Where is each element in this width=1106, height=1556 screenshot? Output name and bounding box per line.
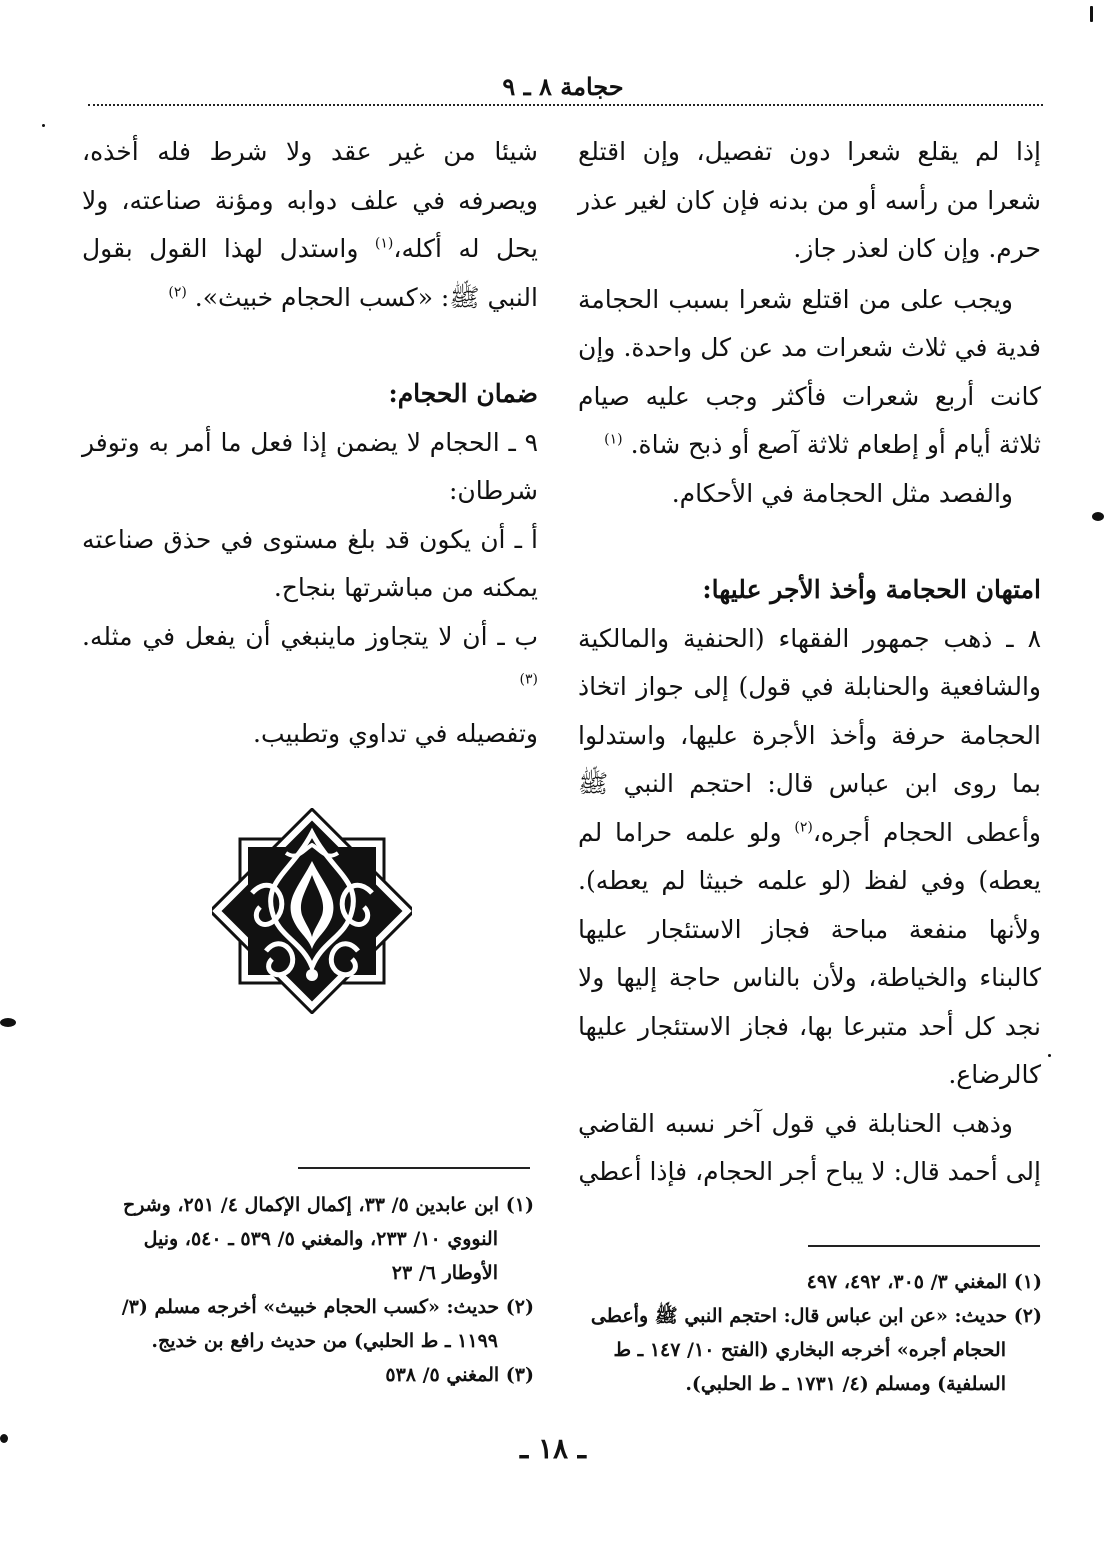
footnote-divider [298, 1167, 530, 1169]
paragraph: شيئا من غير عقد ولا شرط فله أخذه، ويصرفه في علف دوابه ومؤنة صناعته، ولا يحل له أكله،$^{(١)}$ واستدل لهذا القول بقول النبي ﷺ: «كسب الحجام خبيث». $^{(٢)}$ [82, 137, 538, 312]
footnote-ref: (١) [604, 431, 623, 448]
paragraph: ويجب على من اقتلع شعرا بسبب الحجامة فدية في ثلاث شعرات مد عن كل واحدة. وإن كانت أربع شعرات فأكثر وجب عليه صيام ثلاثة أيام أو إطعام ثلاثة آصع أو ذبح شاة. $^{(١)}$ [578, 284, 1041, 459]
paragraph: والفصد مثل الحجامة في الأحكام. [671, 478, 1013, 508]
footnote-ref: (٣) [519, 671, 538, 688]
scan-speck [1090, 6, 1093, 22]
footnotes-left [82, 1188, 534, 1392]
footnote: (٢) حديث: «عن ابن عباس قال: احتجم النبي ﷺ وأعطى الحجام أجره» أخرجه البخاري (الفتح ١٠/ ١٤٧ ـ ط السلفية) ومسلم (٤/ ١٧٣١ ـ ط الحلبي). [590, 1305, 1042, 1395]
footnote: (١) ابن عابدين ٥/ ٣٣، إكمال الإكمال ٤/ ٢٥١، وشرح النووي ١٠/ ٢٣٣، والمغني ٥/ ٥٣٩ ـ ٥٤٠، ونيل الأوطار ٦/ ٢٣ [122, 1194, 534, 1284]
scan-speck [0, 1018, 16, 1027]
scan-speck [42, 124, 45, 127]
page-number: ـ ١٨ ـ [520, 1432, 586, 1465]
footnote-ref: (٢) [794, 819, 813, 836]
section-heading: ضمان الحجام: [388, 379, 538, 408]
scan-speck [0, 1434, 8, 1443]
page-header: حجامة ٨ ـ ٩ [502, 72, 624, 101]
decorative-ornament-icon [212, 808, 412, 1014]
footnote-divider [808, 1245, 1040, 1247]
footnote: (٢) حديث: «كسب الحجام خبيث» أخرجه مسلم (٣/ ١١٩٩ ـ ط الحلبي) من حديث رافع بن خديج. [121, 1296, 534, 1352]
footnotes-right [580, 1265, 1042, 1401]
left-column [82, 128, 538, 758]
paragraph: وذهب الحنابلة في قول آخر نسبه القاضي إلى أحمد قال: لا يباح أجر الحجام، فإذا أعطي [578, 1108, 1041, 1186]
right-column [578, 128, 1041, 1197]
paragraph: وتفصيله في تداوي وتطبيب. [253, 718, 538, 748]
footnote: (١) المغني ٣/ ٣٠٥، ٤٩٢، ٤٩٧ [806, 1271, 1042, 1293]
scan-speck [1048, 1054, 1051, 1057]
paragraph: إذا لم يقلع شعرا دون تفصيل، وإن اقتلع شعرا من رأسه أو من بدنه فإن كان لغير عذر حرم. وإن كان لعذر جاز. [578, 137, 1041, 263]
paragraph: ب ـ أن لا يتجاوز ماينبغي أن يفعل في مثله. $^{(٣)}$ [82, 621, 538, 688]
header-dotted-rule [88, 104, 1043, 106]
paragraph: ٩ ـ الحجام لا يضمن إذا فعل ما أمر به وتوفر شرطان: [82, 427, 538, 505]
footnote-ref: (١) [374, 235, 394, 252]
footnote-ref: (٢) [168, 284, 187, 301]
scan-speck [1092, 512, 1104, 521]
footnote: (٣) المغني ٥/ ٥٣٨ [385, 1364, 534, 1386]
paragraph: أ ـ أن يكون قد بلغ مستوى في حذق صناعته يمكنه من مباشرتها بنجاح. [82, 524, 538, 602]
paragraph: ٨ ـ ذهب جمهور الفقهاء (الحنفية والمالكية والشافعية والحنابلة في قول) إلى جواز اتخاذ الحجامة حرفة وأخذ الأجرة عليها، واستدلوا بما روى ابن عباس قال: احتجم النبي ﷺ وأعطى الحجام أجره،$^{(٢)}$ ولو علمه حراما لم يعطه) وفي لفظ (لو علمه خبيثا لم يعطه). ولأنها منفعة مباحة فجاز الاستئجار عليها كالبناء والخياطة، ولأن بالناس حاجة إليها ولا نجد كل أحد متبرعا بها، فجاز الاستئجار عليها كالرضاع. [578, 623, 1041, 1089]
section-heading: امتهان الحجامة وأخذ الأجر عليها: [702, 575, 1041, 604]
